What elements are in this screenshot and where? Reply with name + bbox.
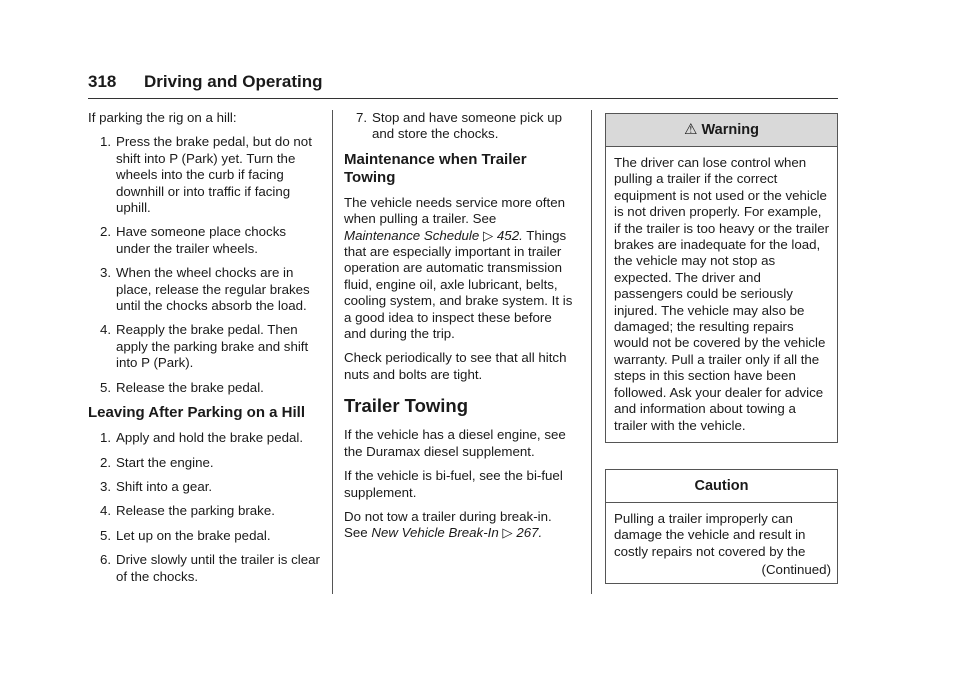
hill-steps-cont xyxy=(344,110,576,143)
diesel-paragraph: If the vehicle has a diesel engine, see the Duramax diesel supplement. xyxy=(344,427,566,459)
page-header xyxy=(88,72,838,99)
list-item: 2. Have someone place chocks under the trailer wheels. xyxy=(100,224,286,256)
hill-intro: If parking the rig on a hill: xyxy=(88,110,237,125)
section-title: Driving and Operating xyxy=(144,72,323,91)
page-number: 318 xyxy=(88,72,117,91)
list-item: 7. Stop and have someone pick up and store the chocks. xyxy=(356,110,562,142)
new-vehicle-break-in-link[interactable]: New Vehicle Break-In xyxy=(371,525,499,541)
column-divider xyxy=(332,110,333,594)
leaving-steps xyxy=(88,430,320,585)
column-left xyxy=(88,110,320,593)
leaving-heading: Leaving After Parking on a Hill xyxy=(88,404,305,422)
maintenance-paragraph: The vehicle needs service more often when pulling a trailer. See Maintenance Schedule ▷ 452. Things that are especially important in trailer operation are automatic transmission fluid, engine oil, axle lubricant, belts, cooling system, and brake system. It is a good idea to inspect these before and during the trip. xyxy=(344,194,573,342)
list-item: 1. Press the brake pedal, but do not shift into P (Park) yet. Turn the wheels into the curb if facing downhill or into traffic if facing uphill. xyxy=(100,134,312,216)
list-item: 1. Apply and hold the brake pedal. xyxy=(100,430,304,446)
hill-steps xyxy=(88,134,320,396)
bifuel-paragraph: If the vehicle is bi-fuel, see the bi-fuel supplement. xyxy=(344,468,563,500)
list-item: 5. Release the brake pedal. xyxy=(100,379,264,395)
continued-label: (Continued) xyxy=(761,562,831,578)
trailer-towing-heading: Trailer Towing xyxy=(344,395,469,417)
warning-text: The driver can lose control when pulling a trailer if the correct equipment is not used or the vehicle is not driven properly. For example, if the trailer is too heavy or the trailer brakes are inadequate for the load, the vehicle may not stop as expected. The driver and passengers could be seriously injured. The vehicle may also be damaged; the resulting repairs would not be covered by the vehicle warranty. Pull a trailer only if all the steps in this section have been followed. Ask your dealer for advice and information about towing a trailer with the vehicle. xyxy=(614,155,830,433)
list-item: 3. Shift into a gear. xyxy=(100,478,213,494)
list-item: 3. When the wheel chocks are in place, release the regular brakes until the chocks absorb the load. xyxy=(100,265,310,314)
list-item: 4. Reapply the brake pedal. Then apply the parking brake and shift into P (Park). xyxy=(100,322,309,371)
breakin-paragraph: Do not tow a trailer during break-in. See New Vehicle Break-In ▷ 267. xyxy=(344,508,552,541)
warning-triangle-icon: ⚠ xyxy=(684,121,698,138)
page-ref-icon: ▷ xyxy=(498,525,517,541)
list-item: 5. Let up on the brake pedal. xyxy=(100,527,271,543)
maintenance-heading: Maintenance when Trailer Towing xyxy=(344,150,527,186)
warning-header xyxy=(606,114,837,147)
list-item: 4. Release the parking brake. xyxy=(100,503,275,519)
caution-title: Caution xyxy=(606,470,837,503)
caution-box xyxy=(605,469,838,584)
warning-box xyxy=(605,113,838,443)
list-item: 6. Drive slowly until the trailer is clear of the chocks. xyxy=(100,552,320,584)
warning-title: Warning xyxy=(701,122,759,138)
column-middle xyxy=(344,110,576,550)
caution-text: Pulling a trailer improperly can damage the vehicle and result in costly repairs not covered by the xyxy=(614,510,806,559)
column-divider xyxy=(591,110,592,594)
list-item: 2. Start the engine. xyxy=(100,454,214,470)
hitch-paragraph: Check periodically to see that all hitch nuts and bolts are tight. xyxy=(344,350,567,382)
maintenance-schedule-link[interactable]: Maintenance Schedule xyxy=(344,227,480,243)
column-right xyxy=(605,110,838,584)
page-ref-icon: ▷ xyxy=(479,227,497,243)
